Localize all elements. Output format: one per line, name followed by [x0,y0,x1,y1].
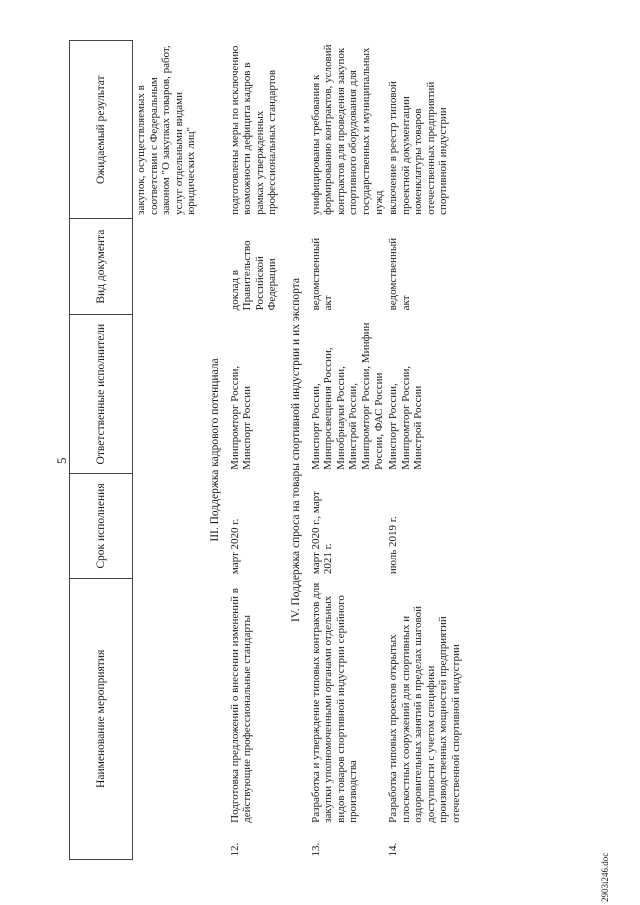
header-name: Наименование мероприятия [70,578,133,859]
header-deadline: Срок исполнения [70,474,133,578]
section-row [280,41,309,860]
row-doc-type: доклад в Правительство Российской Федерации [228,240,279,311]
row-executors: Минспорт России, Минпросвещения России, Минобрнауки России, Минстрой России, Минпромторг России, Минфин России, ФАС России [309,322,385,470]
section-title-3: III. Поддержка кадрового потенциала [208,358,221,542]
measures-table [69,40,464,860]
row-number: 14. [387,842,400,857]
row-name: Подготовка предложений о внесении изменений в действующие профессиональные стандарты [228,588,254,823]
section-title-4: IV. Поддержка спроса на товары спортивной индустрии и их экспорта [289,278,302,622]
row-name: Разработка и утверждение типовых контрактов для закупки уполномоченными органами отдельных видов товаров спортивной индустрии серийного производства [309,582,360,823]
header-doc-type: Вид документа [70,219,133,314]
row-deadline: июль 2019 г. [387,516,400,575]
row-deadline: март 2020 г. [228,518,241,575]
row-doc-type: ведомственный акт [387,237,412,311]
table-row [228,41,280,860]
row-number: 13. [309,842,322,857]
header-row [70,41,133,860]
row-result: включение в реестр типовой проектной документации номенклатуры товаров отечественных предприятий спортивной индустрии [387,81,450,215]
row-number: 12. [228,842,241,857]
row-executors: Минпромторг России, Минспорт России [228,365,254,470]
header-result: Ожидаемый результат [70,41,133,219]
page-number: 5 [54,457,69,464]
table-row [386,41,464,860]
continuation-row [133,41,199,860]
table-row [309,41,387,860]
row-deadline: март 2020 г., март 2021 г. [309,491,335,575]
footer-code: 2903i246.doc [600,852,610,902]
continuation-result: закупок, осуществляемых в соответствии с Федеральным законом "О закупках товаров, работ, услуг отдельными видами юридических лиц" [135,45,198,215]
row-executors: Минспорт России, Минпромторг России, Минстрой России [387,365,425,470]
row-name: Разработка типовых проектов открытых плоскостных сооружений для спортивных и оздоровительных занятий в пределах шаговой доступности с учетом специфики производственных мощностей предприятий отечественной спортивной индустрии [387,606,463,823]
row-result: унифицированы требования к формированию контрактов, условий контрактов для проведения закупок спортивного оборудования для государственных и муниципальных нужд [309,44,385,215]
section-row [199,41,228,860]
header-executors: Ответственные исполнители [70,314,133,474]
row-result: подготовлены меры по исключению возможности дефицита кадров в рамках утвержденных профессиональных стандартов [228,45,279,215]
row-doc-type: ведомственный акт [309,237,335,311]
